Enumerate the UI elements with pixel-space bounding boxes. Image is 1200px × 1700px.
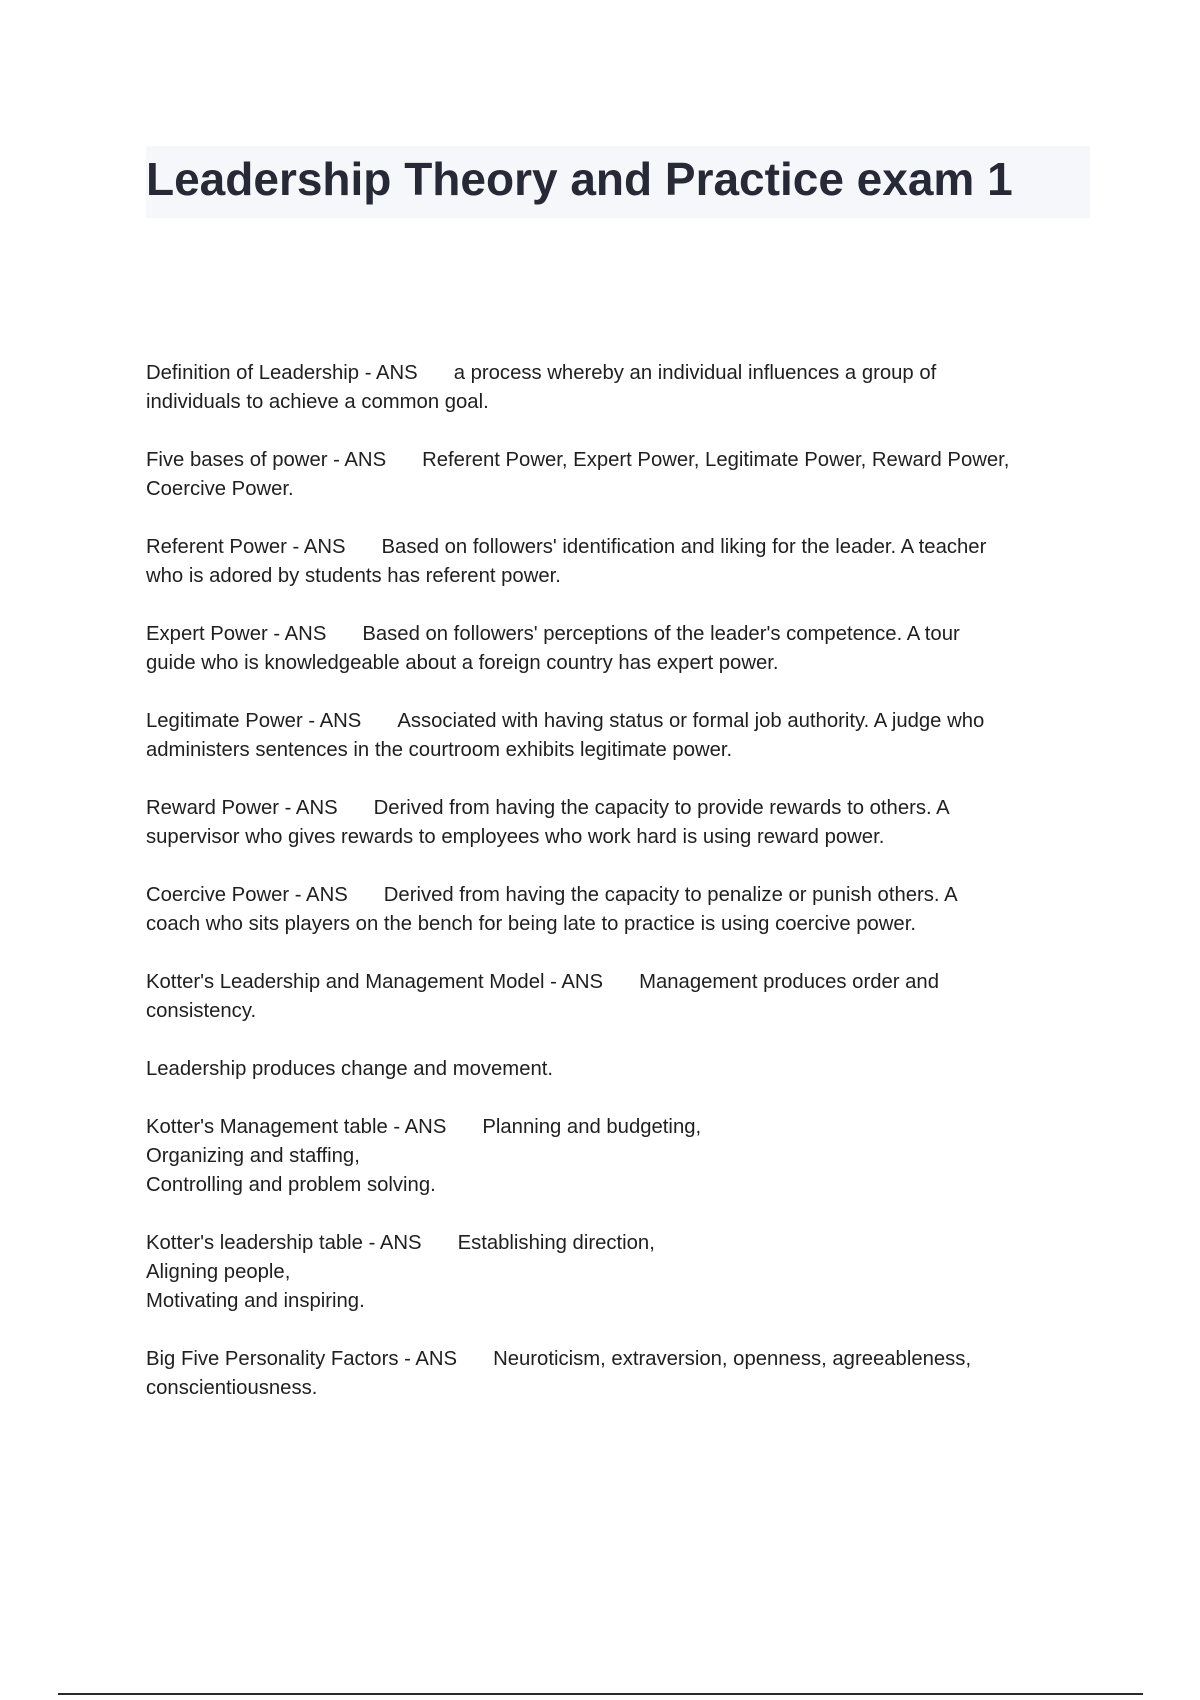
qa-first-line bbox=[146, 1229, 1096, 1258]
qa-item-leadership-change bbox=[146, 1055, 1096, 1084]
qa-answer-line: Planning and budgeting, bbox=[482, 1116, 702, 1138]
qa-answer-line: Establishing direction, bbox=[457, 1232, 655, 1254]
page-title: Leadership Theory and Practice exam 1 bbox=[146, 153, 1013, 205]
document-body bbox=[146, 359, 1096, 1432]
qa-answer-line: Neuroticism, extraversion, openness, agreeableness, bbox=[493, 1348, 972, 1370]
qa-answer-line: supervisor who gives rewards to employees who work hard is using reward power. bbox=[146, 826, 885, 848]
qa-item-kotters-leadership-table bbox=[146, 1229, 1096, 1316]
qa-first-line bbox=[146, 620, 1096, 649]
footer-divider bbox=[58, 1693, 1143, 1695]
qa-item-kotters-model bbox=[146, 968, 1096, 1026]
qa-answer-line: administers sentences in the courtroom exhibits legitimate power. bbox=[146, 739, 733, 761]
qa-term: Coercive Power - ANS bbox=[146, 884, 348, 906]
qa-answer-line: Based on followers' perceptions of the leader's competence. A tour bbox=[362, 623, 960, 645]
qa-term: Kotter's leadership table - ANS bbox=[146, 1232, 422, 1254]
qa-answer-line: guide who is knowledgeable about a foreign country has expert power. bbox=[146, 652, 779, 674]
qa-answer-line: Organizing and staffing, bbox=[146, 1145, 360, 1167]
qa-answer-line: Management produces order and bbox=[639, 971, 939, 993]
qa-term: Kotter's Leadership and Management Model - ANS bbox=[146, 971, 604, 993]
qa-term: Big Five Personality Factors - ANS bbox=[146, 1348, 458, 1370]
qa-item-expert-power bbox=[146, 620, 1096, 678]
qa-term: Kotter's Management table - ANS bbox=[146, 1116, 447, 1138]
qa-answer-line: conscientiousness. bbox=[146, 1377, 318, 1399]
qa-term: Definition of Leadership - ANS bbox=[146, 362, 418, 384]
qa-item-reward-power bbox=[146, 794, 1096, 852]
qa-first-line bbox=[146, 1113, 1096, 1142]
qa-answer-line: Motivating and inspiring. bbox=[146, 1290, 365, 1312]
qa-answer-line: Controlling and problem solving. bbox=[146, 1174, 436, 1196]
qa-answer-line: Derived from having the capacity to provide rewards to others. A bbox=[373, 797, 950, 819]
qa-item-referent-power bbox=[146, 533, 1096, 591]
qa-term: Five bases of power - ANS bbox=[146, 449, 387, 471]
qa-answer-line: individuals to achieve a common goal. bbox=[146, 391, 489, 413]
qa-first-line bbox=[146, 446, 1096, 475]
qa-item-five-bases-of-power bbox=[146, 446, 1096, 504]
qa-answer-line: Coercive Power. bbox=[146, 478, 294, 500]
qa-item-definition-of-leadership bbox=[146, 359, 1096, 417]
qa-answer-line: coach who sits players on the bench for being late to practice is using coercive power. bbox=[146, 913, 916, 935]
qa-answer-line: Referent Power, Expert Power, Legitimate Power, Reward Power, bbox=[422, 449, 1010, 471]
qa-first-line bbox=[146, 1345, 1096, 1374]
qa-item-big-five bbox=[146, 1345, 1096, 1403]
qa-first-line bbox=[146, 881, 1096, 910]
qa-answer-line: Associated with having status or formal job authority. A judge who bbox=[397, 710, 985, 732]
qa-first-line bbox=[146, 359, 1096, 388]
qa-term: Reward Power - ANS bbox=[146, 797, 338, 819]
qa-answer-line: consistency. bbox=[146, 1000, 257, 1022]
qa-term: Expert Power - ANS bbox=[146, 623, 327, 645]
qa-term: Legitimate Power - ANS bbox=[146, 710, 362, 732]
title-band bbox=[146, 146, 1090, 218]
qa-answer-line: Derived from having the capacity to penalize or punish others. A bbox=[383, 884, 958, 906]
qa-item-coercive-power bbox=[146, 881, 1096, 939]
qa-first-line bbox=[146, 533, 1096, 562]
qa-term: Referent Power - ANS bbox=[146, 536, 346, 558]
qa-item-kotters-management-table bbox=[146, 1113, 1096, 1200]
qa-first-line bbox=[146, 794, 1096, 823]
qa-answer-line: Aligning people, bbox=[146, 1261, 291, 1283]
qa-answer-line: Leadership produces change and movement. bbox=[146, 1058, 554, 1080]
qa-first-line bbox=[146, 707, 1096, 736]
qa-answer-line: who is adored by students has referent power. bbox=[146, 565, 561, 587]
qa-item-legitimate-power bbox=[146, 707, 1096, 765]
qa-first-line bbox=[146, 968, 1096, 997]
qa-answer-line: a process whereby an individual influences a group of bbox=[453, 362, 937, 384]
qa-answer-line: Based on followers' identification and liking for the leader. A teacher bbox=[381, 536, 987, 558]
